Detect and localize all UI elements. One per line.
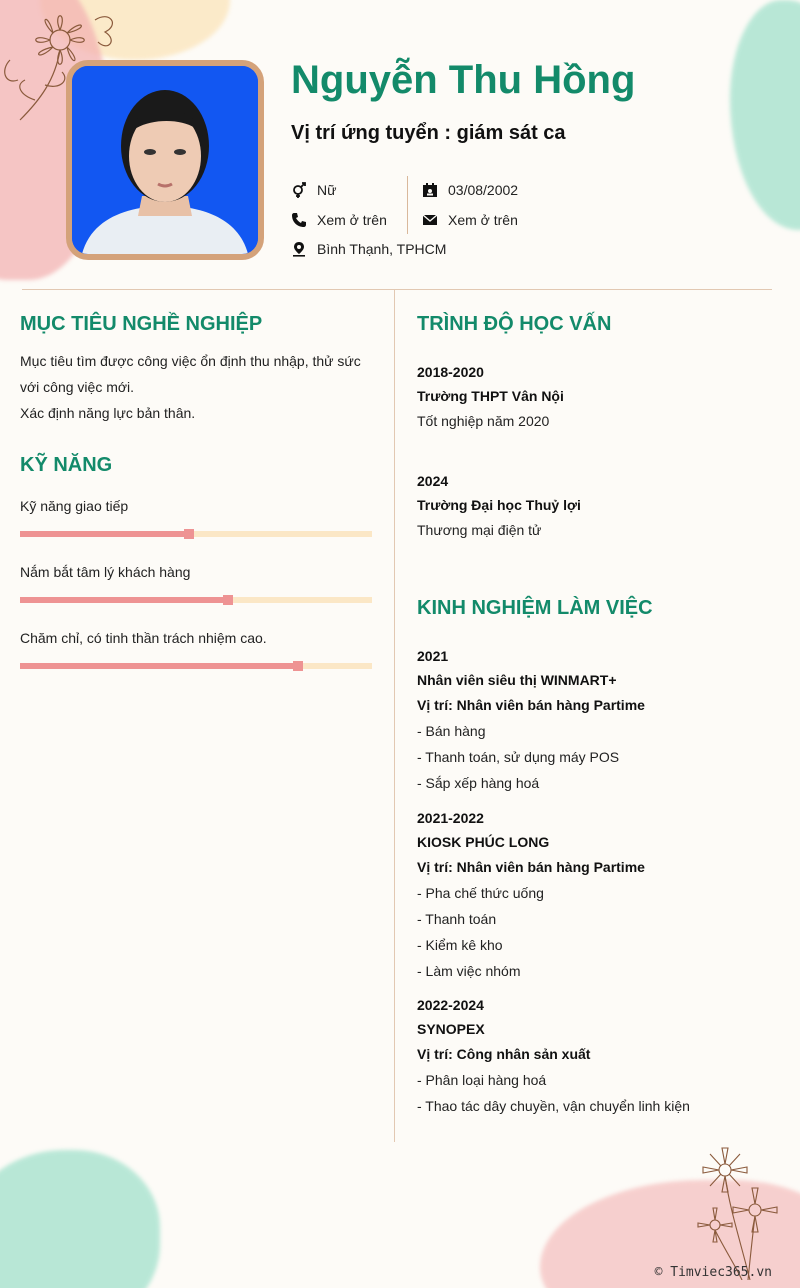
education-year: 2024 (417, 473, 449, 489)
experience-task: - Thao tác dây chuyền, vận chuyển linh kiện (417, 1098, 690, 1114)
skill-bar-knob (293, 661, 303, 671)
education-detail: Tốt nghiệp năm 2020 (417, 413, 550, 429)
education-year: 2018-2020 (417, 364, 484, 380)
experience-role: Vị trí: Nhân viên bán hàng Partime (417, 859, 645, 875)
experience-company: KIOSK PHÚC LONG (417, 834, 550, 850)
profile-photo (66, 60, 264, 260)
skill-bar-fill (20, 597, 228, 603)
experience-year: 2021 (417, 648, 449, 664)
skill-bar (20, 531, 372, 537)
email-row (422, 212, 518, 228)
decor-blob-mint (730, 0, 800, 230)
experience-role: Vị trí: Nhân viên bán hàng Partime (417, 697, 645, 713)
experience-task: - Pha chế thức uống (417, 885, 544, 901)
education-detail: Thương mại điện tử (417, 522, 542, 538)
objective-line: Xác định năng lực bản thân. (20, 405, 196, 421)
experience-task: - Sắp xếp hàng hoá (417, 775, 540, 791)
info-divider (407, 176, 408, 234)
applied-position: Vị trí ứng tuyển : giám sát ca (291, 122, 566, 144)
birthday-row (422, 182, 518, 198)
column-divider (394, 290, 395, 1142)
objective-line: Mục tiêu tìm được công việc ổn định thu nhập, thử sức (20, 353, 361, 369)
experience-year: 2021-2022 (417, 810, 484, 826)
skill-bar-fill (20, 663, 298, 669)
skill-bar-knob (223, 595, 233, 605)
gender-icon (291, 182, 307, 198)
skill-label: Nắm bắt tâm lý khách hàng (20, 564, 191, 580)
experience-year: 2022-2024 (417, 997, 484, 1013)
phone-text: Xem ở trên (317, 212, 387, 228)
location-pin-icon (291, 241, 307, 257)
calendar-icon (422, 182, 438, 198)
education-title: TRÌNH ĐỘ HỌC VẤN (417, 313, 612, 335)
address-row (291, 241, 446, 257)
experience-task: - Kiểm kê kho (417, 937, 503, 953)
skill-bar-fill (20, 531, 189, 537)
skill-label: Kỹ năng giao tiếp (20, 498, 129, 514)
objective-title: MỤC TIÊU NGHỀ NGHIỆP (20, 313, 263, 335)
birthday-text: 03/08/2002 (448, 182, 519, 198)
education-school: Trường THPT Vân Nội (417, 388, 564, 404)
header-divider (22, 289, 772, 290)
skill-bar (20, 597, 372, 603)
experience-title: KINH NGHIỆM LÀM VIỆC (417, 597, 653, 619)
experience-company: Nhân viên siêu thị WINMART+ (417, 672, 617, 688)
objective-text (20, 348, 380, 426)
envelope-icon (422, 212, 438, 228)
gender-row (291, 182, 336, 198)
watermark: © Timviec365.vn (654, 1265, 772, 1280)
education-school: Trường Đại học Thuỷ lợi (417, 497, 581, 513)
experience-role: Vị trí: Công nhân sản xuất (417, 1046, 591, 1062)
experience-task: - Phân loại hàng hoá (417, 1072, 547, 1088)
gender-text: Nữ (317, 182, 337, 198)
phone-row (291, 212, 387, 228)
skill-bar-knob (184, 529, 194, 539)
address-text: Bình Thạnh, TPHCM (317, 241, 447, 257)
skill-label: Chăm chỉ, có tinh thần trách nhiệm cao. (20, 630, 267, 646)
experience-company: SYNOPEX (417, 1021, 485, 1037)
flower-decor-bottom-icon (680, 1140, 790, 1280)
experience-task: - Thanh toán (417, 911, 497, 927)
candidate-name: Nguyễn Thu Hồng (291, 58, 636, 102)
decor-blob-mint-bottom (0, 1150, 160, 1288)
skills-title: KỸ NĂNG (20, 454, 113, 476)
avatar (72, 66, 258, 254)
experience-task: - Thanh toán, sử dụng máy POS (417, 749, 620, 765)
experience-task: - Làm việc nhóm (417, 963, 521, 979)
email-text: Xem ở trên (448, 212, 518, 228)
skill-bar (20, 663, 372, 669)
objective-line: với công việc mới. (20, 379, 135, 395)
experience-task: - Bán hàng (417, 723, 486, 739)
phone-icon (291, 212, 307, 228)
